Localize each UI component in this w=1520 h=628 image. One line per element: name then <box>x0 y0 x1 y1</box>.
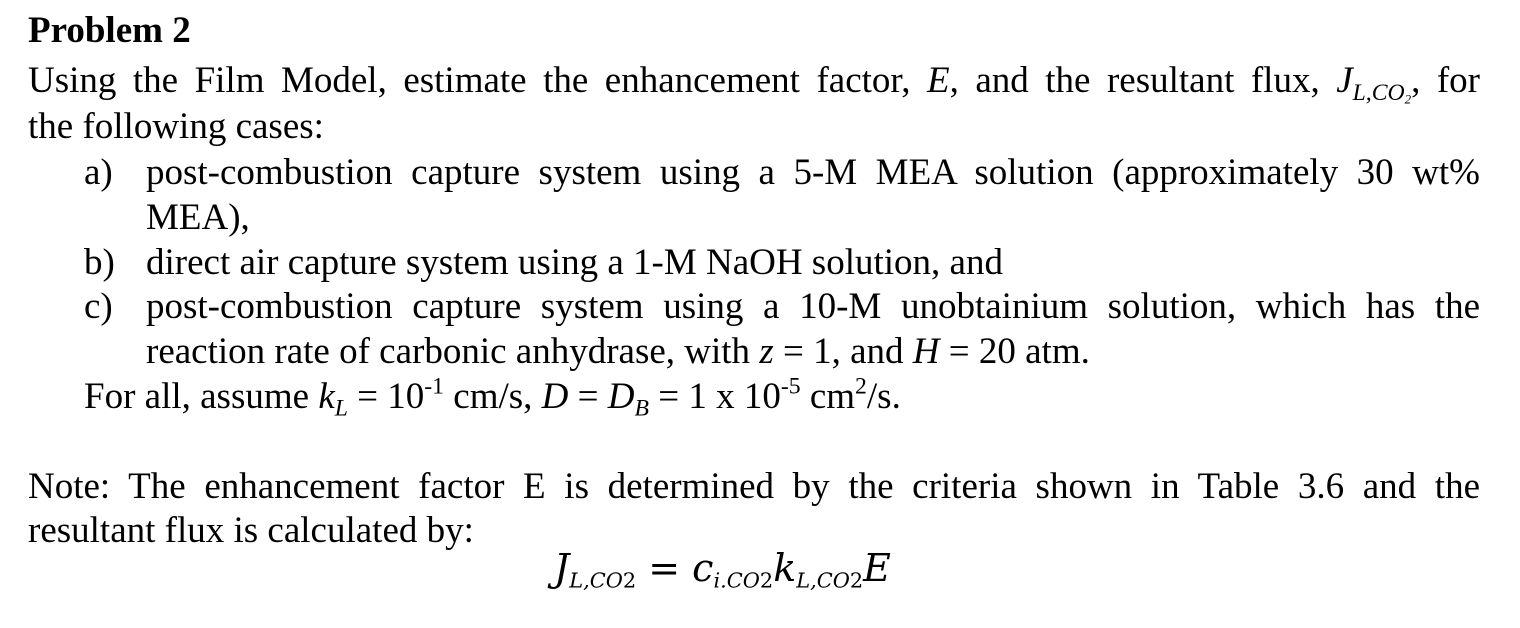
assumptions-line: For all, assume $k_L = 10^{-1}$ cm/s, $D = D_B = 1$ x $10^{-5}$ $cm^2/s$. <box>84 373 901 422</box>
symbol-d: D <box>541 376 569 417</box>
symbol-kl: $k_L$ <box>318 376 348 422</box>
intro-symbol-e: E <box>927 60 950 101</box>
case-c-line-1: post-combustion capture system using a 10-M unobtainium solution, which has the <box>146 286 1480 327</box>
symbol-h: H <box>912 331 940 372</box>
problem-title: Problem 2 <box>28 10 191 51</box>
flux-equation: $J_{L,CO2} = c_{i.CO2}k_{L,CO2}E$ <box>554 546 891 593</box>
case-c-line-2: reaction rate of carbonic anhydrase, with z = 1, and H = 20 atm. <box>146 331 1090 372</box>
case-a-line-2: MEA), <box>146 197 250 238</box>
note-line-1: Note: The enhancement factor E is determined by the criteria shown in Table 3.6 and the <box>28 466 1480 507</box>
case-marker-c: c) <box>84 286 113 327</box>
case-b-line-1: direct air capture system using a 1-M NaOH solution, and <box>146 242 1003 283</box>
intro-line-2: the following cases: <box>28 106 324 147</box>
case-marker-b: b) <box>84 242 115 283</box>
intro-line-1: Using the Film Model, estimate the enhancement factor, E, and the resultant flux, $J_{L,CO2}$, for <box>28 60 1481 106</box>
case-marker-a: a) <box>84 152 113 193</box>
symbol-z: z <box>759 331 774 372</box>
intro-symbol-flux: $J_{L,CO2}$ <box>1336 60 1412 106</box>
symbol-db: $D_B$ <box>607 376 649 422</box>
case-a-line-1: post-combustion capture system using a 5-M MEA solution (approximately 30 wt% <box>146 152 1480 193</box>
problem-document <box>28 8 1481 551</box>
note-line-2: resultant flux is calculated by: <box>28 510 474 551</box>
